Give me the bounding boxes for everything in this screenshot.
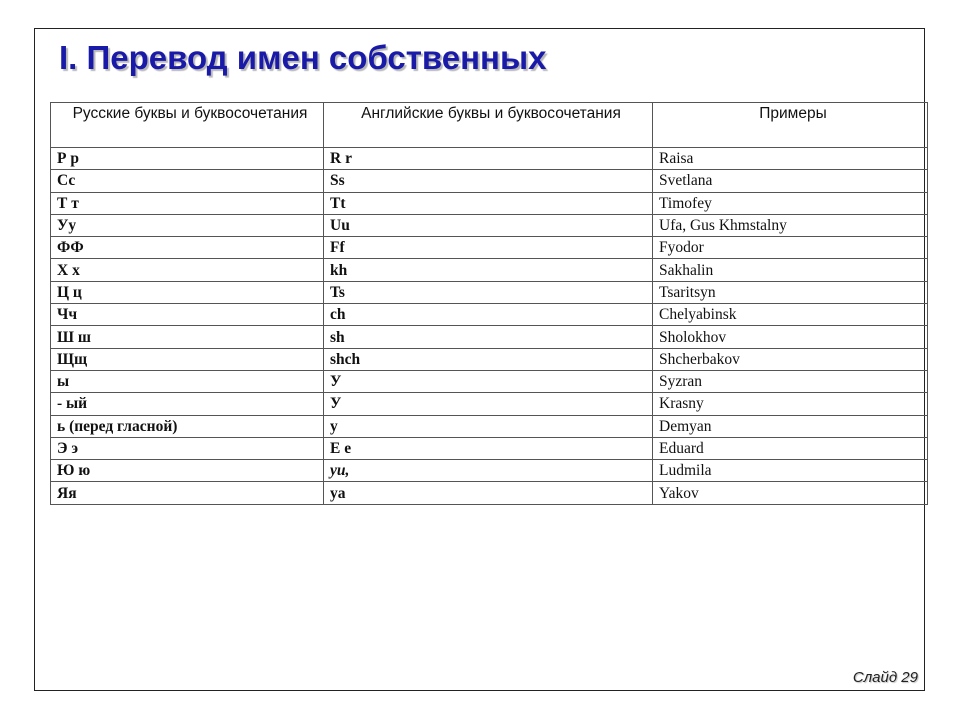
russian-letter-cell: Х х <box>51 259 324 281</box>
russian-letter-cell: Яя <box>51 482 324 504</box>
table-row <box>51 170 928 192</box>
example-cell: Sakhalin <box>653 259 928 281</box>
russian-letter-cell: Уу <box>51 214 324 236</box>
table-header-row <box>51 103 928 148</box>
example-cell: Timofey <box>653 192 928 214</box>
russian-letter-cell: - ый <box>51 393 324 415</box>
header-english-letters: Английские буквы и буквосочетания <box>324 103 653 148</box>
table-row <box>51 237 928 259</box>
english-letter-cell: R r <box>324 148 653 170</box>
example-cell: Chelyabinsk <box>653 304 928 326</box>
english-letter-cell: y <box>324 415 653 437</box>
table-row <box>51 259 928 281</box>
example-cell: Ufa, Gus Khmstalny <box>653 214 928 236</box>
slide-frame <box>34 28 925 691</box>
table-row <box>51 348 928 370</box>
example-cell: Krasny <box>653 393 928 415</box>
example-cell: Yakov <box>653 482 928 504</box>
example-cell: Syzran <box>653 370 928 392</box>
russian-letter-cell: Сс <box>51 170 324 192</box>
english-letter-cell: E e <box>324 437 653 459</box>
table-row <box>51 148 928 170</box>
table-row <box>51 460 928 482</box>
english-letter-cell: Ff <box>324 237 653 259</box>
example-cell: Tsaritsyn <box>653 281 928 303</box>
english-letter-cell: У <box>324 370 653 392</box>
table-row <box>51 370 928 392</box>
english-letter-cell: У <box>324 393 653 415</box>
english-letter-cell: Uu <box>324 214 653 236</box>
example-cell: Raisa <box>653 148 928 170</box>
russian-letter-cell: Т т <box>51 192 324 214</box>
table-row <box>51 192 928 214</box>
english-letter-cell: Tt <box>324 192 653 214</box>
table-row <box>51 393 928 415</box>
russian-letter-cell: Щщ <box>51 348 324 370</box>
english-letter-cell: Ts <box>324 281 653 303</box>
header-russian-letters: Русские буквы и буквосочетания <box>51 103 324 148</box>
table-row <box>51 326 928 348</box>
english-letter-cell: kh <box>324 259 653 281</box>
slide-number: Слайд 29 <box>852 669 918 686</box>
russian-letter-cell: Р р <box>51 148 324 170</box>
example-cell: Fyodor <box>653 237 928 259</box>
table-row <box>51 214 928 236</box>
example-cell: Eduard <box>653 437 928 459</box>
english-letter-cell: ya <box>324 482 653 504</box>
english-letter-cell: yu, <box>324 460 653 482</box>
russian-letter-cell: ы <box>51 370 324 392</box>
example-cell: Demyan <box>653 415 928 437</box>
russian-letter-cell: ФФ <box>51 237 324 259</box>
example-cell: Shcherbakov <box>653 348 928 370</box>
table-row <box>51 281 928 303</box>
russian-letter-cell: Ю ю <box>51 460 324 482</box>
russian-letter-cell: Э э <box>51 437 324 459</box>
page-title: I. Перевод имен собственных <box>59 39 547 76</box>
header-examples: Примеры <box>653 103 928 148</box>
transliteration-table <box>50 102 928 505</box>
english-letter-cell: ch <box>324 304 653 326</box>
russian-letter-cell: ь (перед гласной) <box>51 415 324 437</box>
table-row <box>51 415 928 437</box>
table-row <box>51 437 928 459</box>
english-letter-cell: sh <box>324 326 653 348</box>
russian-letter-cell: Ш ш <box>51 326 324 348</box>
example-cell: Svetlana <box>653 170 928 192</box>
russian-letter-cell: Ц ц <box>51 281 324 303</box>
table-row <box>51 482 928 504</box>
example-cell: Sholokhov <box>653 326 928 348</box>
example-cell: Ludmila <box>653 460 928 482</box>
english-letter-cell: Ss <box>324 170 653 192</box>
english-letter-cell: shch <box>324 348 653 370</box>
table-row <box>51 304 928 326</box>
russian-letter-cell: Чч <box>51 304 324 326</box>
